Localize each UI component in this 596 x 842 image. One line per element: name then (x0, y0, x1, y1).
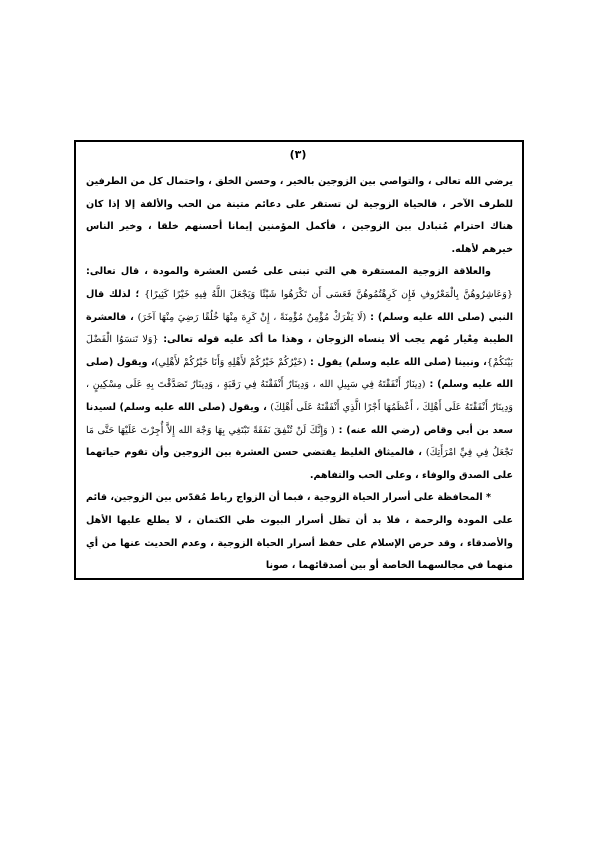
hadith-3: (دِينَارٌ أَنْفَقْتَهُ فِي سَبِيلِ الله ، وَدِينَارٌ أَنْفَقْتَهُ فِي رَقَبَةٍ ، وَدِينَارٌ تَصَدَّقْتَ بِهِ عَلَى مِسْكِينٍ ، وَدِينَارٌ أَنْفَقْتَهُ عَلَى أَهْلِكَ ، أَعْظَمُهَا أَجْرًا الَّذِي أَنْفَقْتَهُ عَلَى أَهْلِكَ) (86, 379, 513, 413)
paragraph-2-text-e: ، ويقول (صلى الله عليه وسلم) : (86, 356, 513, 391)
paragraph-3-text: ، فبما أن الزواج رباط مُقدّس بين الزوجين، قائم على المودة والرحمة ، فلا بد أن تظل أسرار البيوت طي الكتمان ، لا يطلع عليها الأهل والأصدقاء ، وقد حرص الإسلام على حفظ أسرار الحياة الزوجية ، وعدم الحديث عنها من أي منهما في مجالسهما الخاصة أو بين أصدقائهما ، صونا (85, 492, 513, 572)
paragraph-2-text-f: ، ويقول (صلى الله عليه وسلم) لسيدنا سعد بن أبي وقاص (رضي الله عنه) : (86, 401, 513, 436)
paragraph-3 (86, 487, 513, 577)
hadith-1: (لَا يَفْرَكْ مُؤْمِنٌ مُؤْمِنَةً ، إِنْ كَرِهَ مِنْهَا خُلُقًا رَضِيَ مِنْهَا آخَرَ) (137, 311, 367, 323)
hadith-2: (خَيْرُكُمْ خَيْرُكُمْ لأَهْلِهِ وَأَنَا خَيْرُكُمْ لأَهْلِي) (154, 356, 307, 368)
paragraph-1: يرضي الله تعالى ، والتواصي بين الزوجين بالخير ، وحسن الخلق ، واحتمال كل من الطرفين للطرف الآخر ، فالحياة الزوجية لن تستقر على دعائم متينة من الحب والألفة إلا إذا كان هناك احترام مُتبادل بين الزوجين ، فأكمل المؤمنين إيمانا أحسنهم خلقا ، وخير الناس خيرهم لأهله. (86, 176, 513, 255)
quran-verse-1: {وَعَاشِرُوهُنَّ بِالْمَعْرُوفِ فَإِن كَرِهْتُمُوهُنَّ فَعَسَى أَن تَكْرَهُوا شَيْئًا وَيَجْعَلَ اللَّهُ فِيهِ خَيْرًا كَثِيرًا} (144, 288, 514, 300)
paragraph-2-intro: والعلاقة الزوجية المستقرة هي التي تبنى على حُسن العشرة والمودة ، قال تعالى: (86, 266, 491, 278)
section-heading: المحافظة على أسرار الحياة الزوجية (313, 492, 483, 504)
article-body (86, 171, 513, 578)
quran-verse-2: {وَلا تَنسَوُا الْفَضْلَ بَيْنَكُمْ} (86, 334, 513, 368)
paragraph-2-text-b: ؛ لذلك قال النبي (صلى الله عليه وسلم) : (86, 288, 514, 323)
bullet-star: * (485, 492, 491, 504)
hadith-4: ( وَإِنَّكَ لَنْ تُنْفِقَ نَفَقَةً تَبْتَغِي بِهَا وَجْهَ الله إِلاَّ أُجِرْتَ عَلَيْهَا حَتَّى مَا تَجْعَلُ فِي فِيِّ امْرَأَتِكَ) (86, 424, 513, 459)
page-number: (٣) (289, 148, 307, 161)
paragraph-2-text-d: ، ونبينا (صلى الله عليه وسلم) يقول : (310, 356, 487, 368)
paragraph-2-text-g: ، فالميثاق الغليظ يقتضي حسن العشرة بين الزوجين وأن تقوم حياتهما على الصدق والوفاء ، وعلى الحب والتفاهم. (86, 447, 513, 481)
paragraph-2-text-c: ، فالعشرة الطيبة مِعْيار مُهم يجب ألا ينساه الزوجان ، وهذا ما أكد عليه قوله تعالى: (86, 311, 514, 346)
paragraph-2 (86, 261, 513, 487)
